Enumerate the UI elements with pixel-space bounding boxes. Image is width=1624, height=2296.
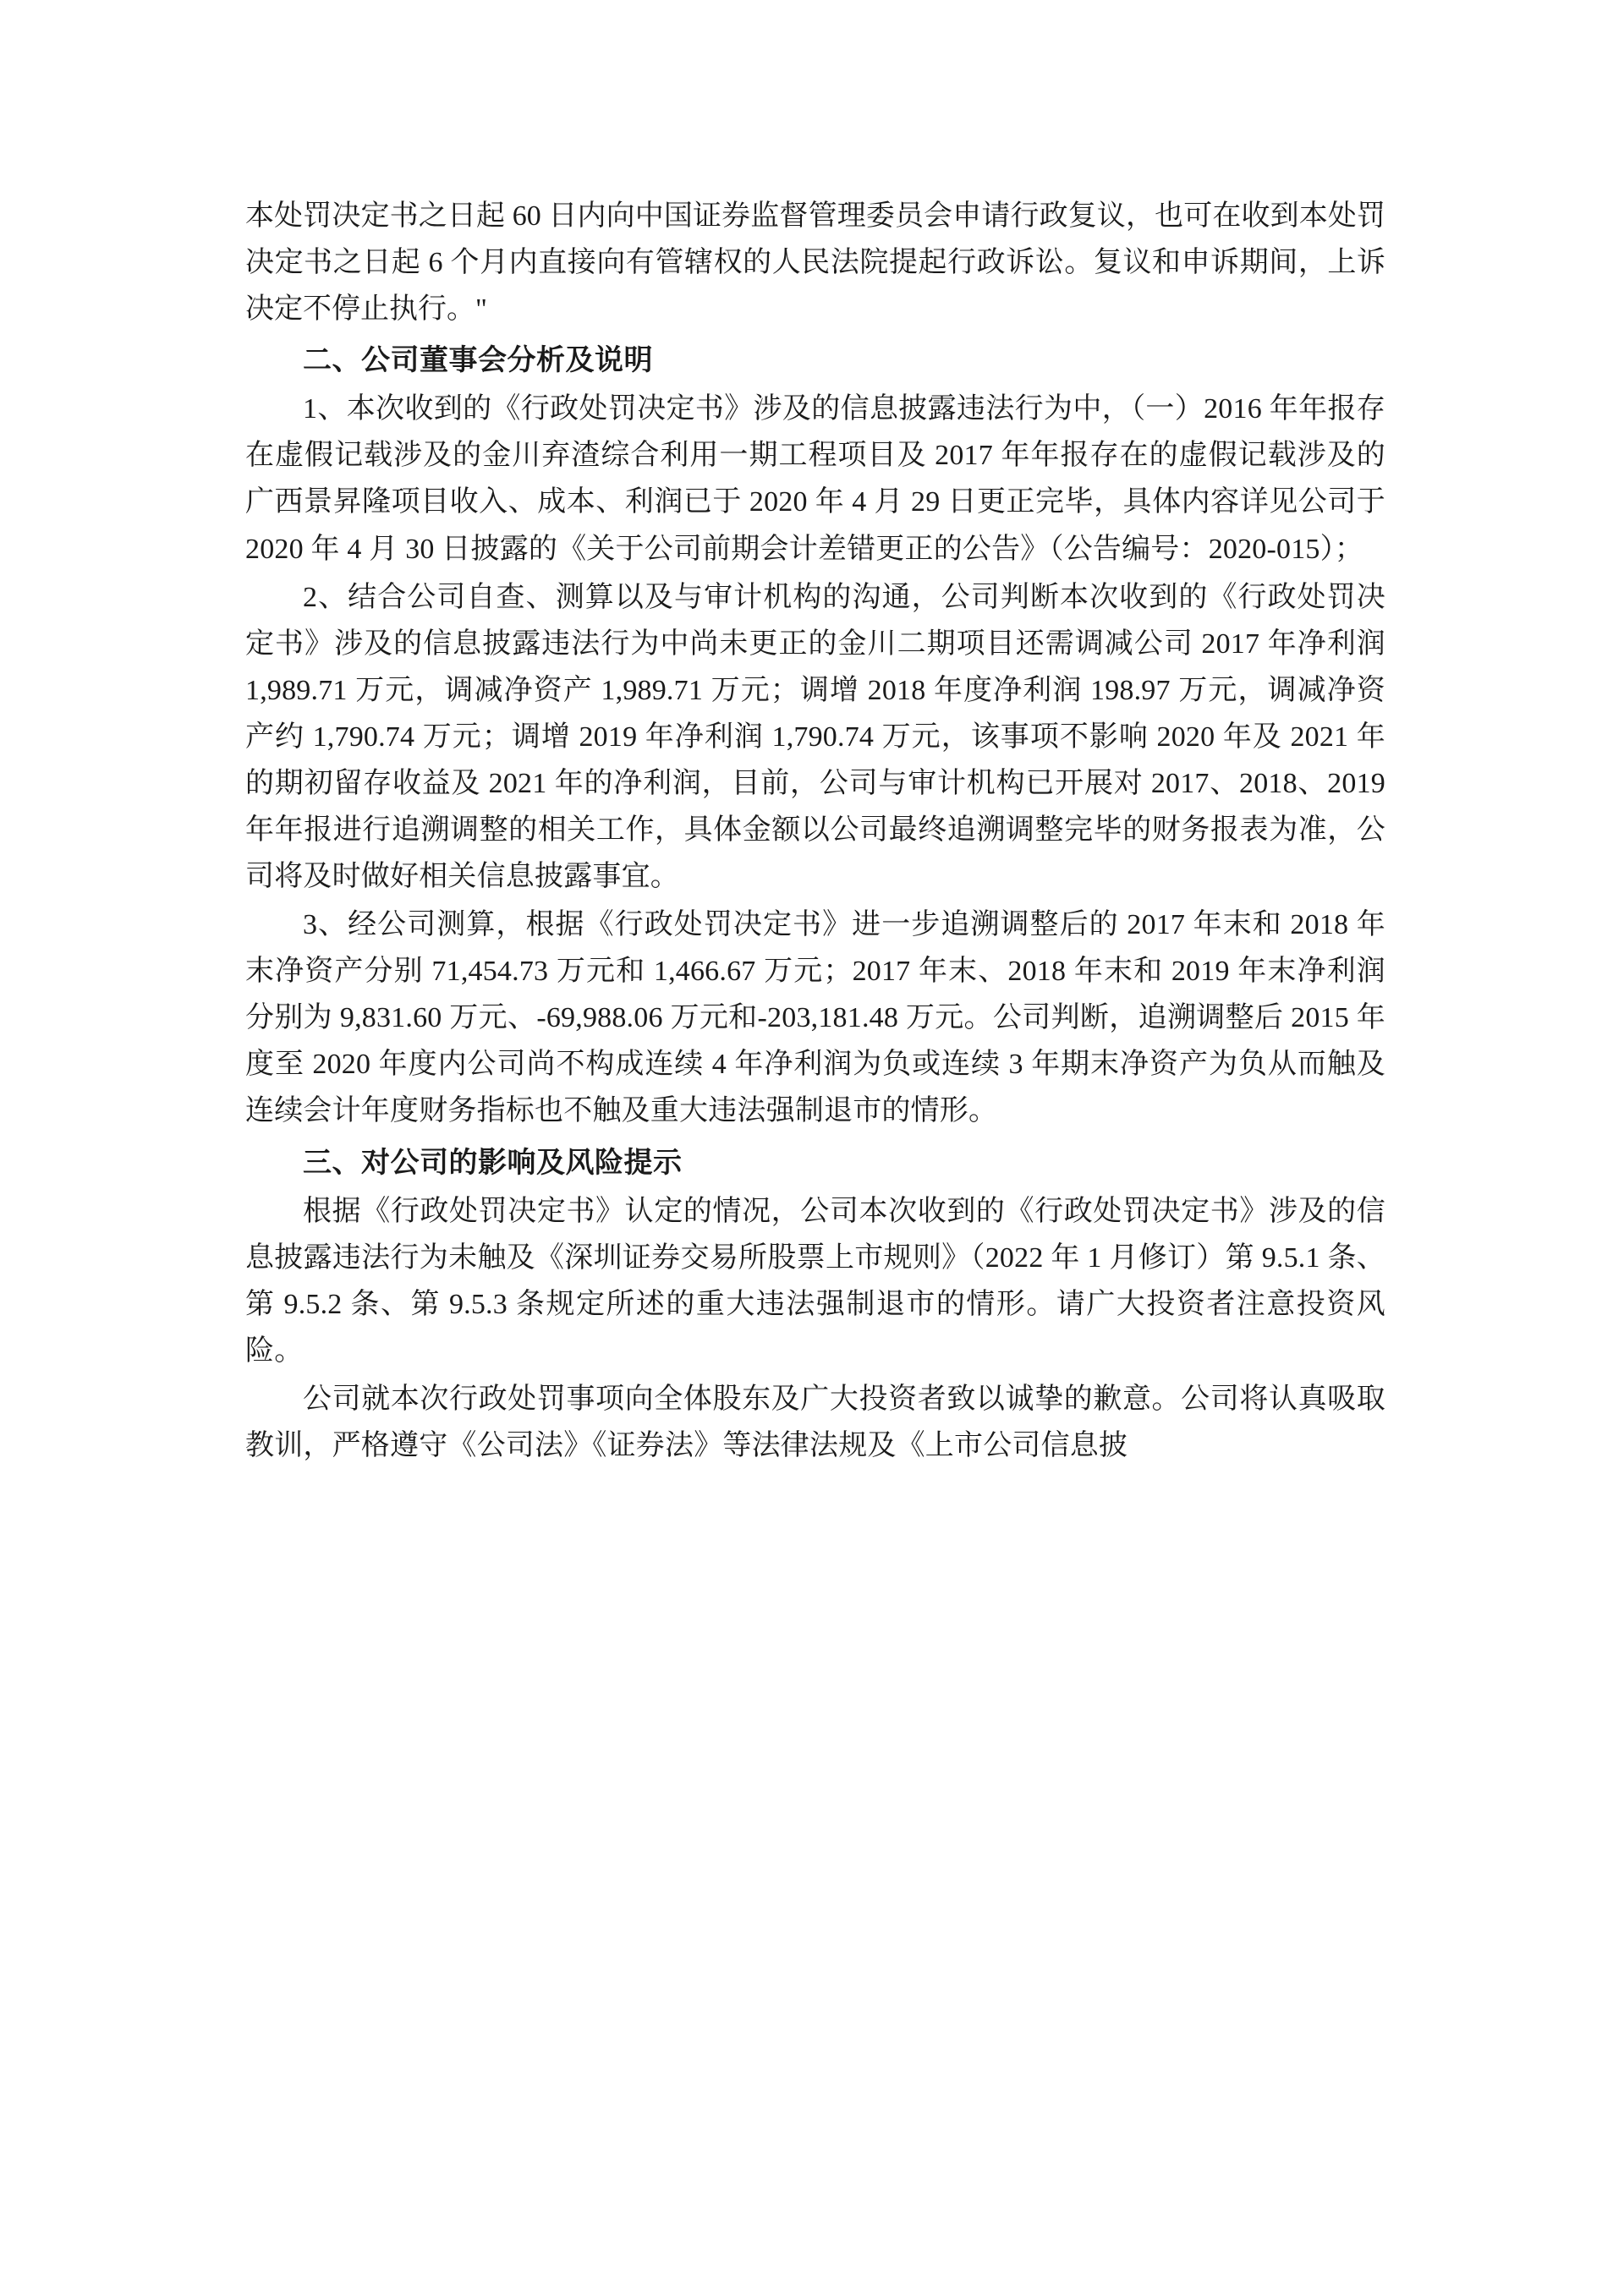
impact-paragraph-1: 根据《行政处罚决定书》认定的情况，公司本次收到的《行政处罚决定书》涉及的信息披露违法行为未触及《深圳证券交易所股票上市规则》（2022 年 1 月修订）第 9.5.1 条、第 9.5.2 条、第 9.5.3 条规定所述的重大违法强制退市的情形。请广大投资者注意投资风险。 xyxy=(245,1195,1385,1367)
item-2-paragraph: 2、结合公司自查、测算以及与审计机构的沟通，公司判断本次收到的《行政处罚决定书》涉及的信息披露违法行为中尚未更正的金川二期项目还需调减公司 2017 年净利润 1,989.71 万元，调减净资产 1,989.71 万元；调增 2018 年度净利润 198.97 万元，调减净资产约 1,790.74 万元；调增 2019 年净利润 1,790.74 万元，该事项不影响 2020 年及 2021 年的期初留存收益及 2021 年的净利润，目前，公司与审计机构已开展对 2017、2018、2019 年年报进行追溯调整的相关工作，具体金额以公司最终追溯调整完毕的财务报表为准，公司将及时做好相关信息披露事宜。 xyxy=(245,581,1385,893)
impact-paragraph-2: 公司就本次行政处罚事项向全体股东及广大投资者致以诚挚的歉意。公司将认真吸取教训，严格遵守《公司法》《证券法》等法律法规及《上市公司信息披 xyxy=(245,1383,1385,1462)
item-3-paragraph: 3、经公司测算，根据《行政处罚决定书》进一步追溯调整后的 2017 年末和 2018 年末净资产分别 71,454.73 万元和 1,466.67 万元；2017 年末、2018 年末和 2019 年末净利润分别为 9,831.60 万元、-69,988.06 万元和-203,181.48 万元。公司判断，追溯调整后 2015 年度至 2020 年度内公司尚不构成连续 4 年净利润为负或连续 3 年期末净资产为负从而触及连续会计年度财务指标也不触及重大违法强制退市的情形。 xyxy=(245,909,1385,1127)
item-1-paragraph: 1、本次收到的《行政处罚决定书》涉及的信息披露违法行为中，（一）2016 年年报存在虚假记载涉及的金川弃渣综合利用一期工程项目及 2017 年年报存在的虚假记载涉及的广西景昇隆项目收入、成本、利润已于 2020 年 4 月 29 日更正完毕，具体内容详见公司于 2020 年 4 月 30 日披露的《关于公司前期会计差错更正的公告》（公告编号：2020-015）； xyxy=(245,393,1385,565)
section-heading-two: 二、公司董事会分析及说明 xyxy=(303,345,653,377)
document-body xyxy=(245,193,1385,1471)
continuation-paragraph: 本处罚决定书之日起 60 日内向中国证券监督管理委员会申请行政复议，也可在收到本处罚决定书之日起 6 个月内直接向有管辖权的人民法院提起行政诉讼。复议和申诉期间，上诉决定不停止执行。" xyxy=(245,200,1385,326)
section-heading-three: 三、对公司的影响及风险提示 xyxy=(303,1147,683,1179)
